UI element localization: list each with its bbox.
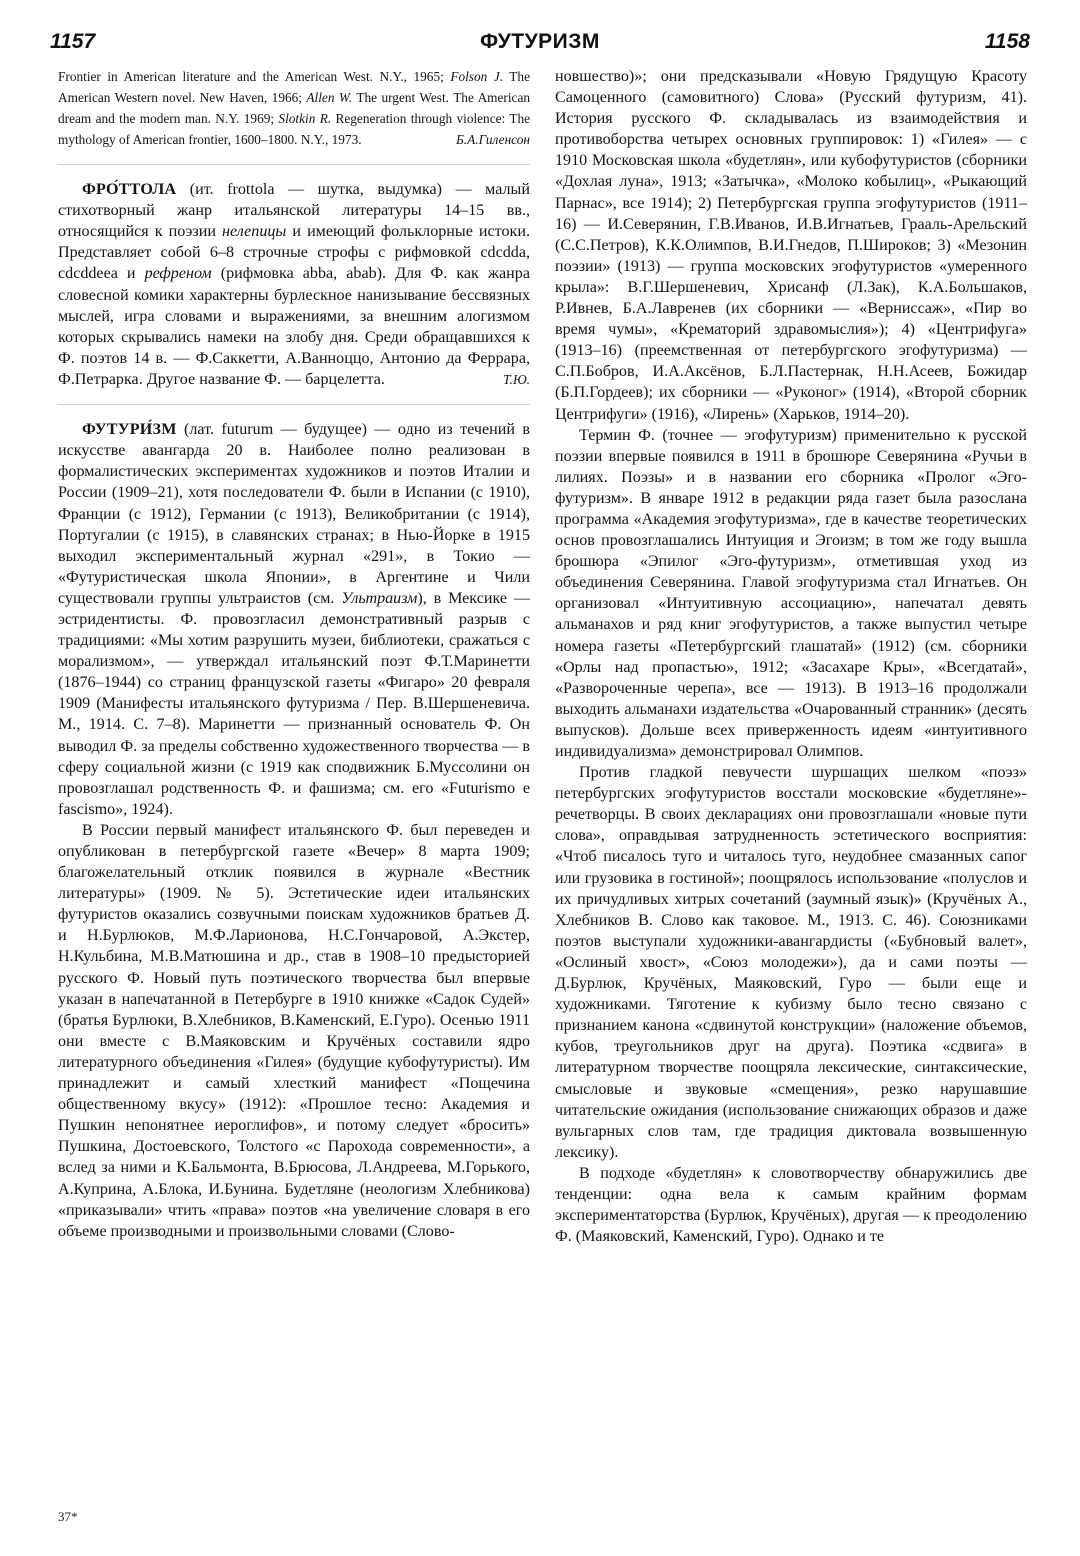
entry-divider (58, 164, 530, 165)
entry-headword: ФУТУРИ́ЗМ (82, 421, 177, 439)
entry-headword: ФРО́ТТОЛА (82, 181, 177, 199)
entry-text: (рифмовка abba, abab). Для Ф. как жанра словесной комики характерны бурлескное нанизывание бессвязных мыслей, игра словами и выражениями, за внешним алогизмом которых скрывались намеки на злобу дня. Среди обращавшихся к Ф. поэтов 14 в. — Ф.Саккетти, А.Ванноццо, Антонио да Феррара, Ф.Петрарка. Другое название Ф. — барцелетта. (58, 265, 530, 388)
entry-futurism (58, 419, 530, 820)
biblio-text: Regeneration through violence: The mythology of American frontier, 1600–1800. N.Y., 1973. (58, 111, 530, 147)
page-number-left: 1157 (50, 30, 96, 53)
right-column (555, 66, 1027, 1247)
paragraph: новшество)»; они предсказывали «Новую Грядущую Красоту Самоценного (самовитного) Слова» (Русский футуризм, 41). История русского Ф. складывалась из взаимодействия и противоборства четырех основных группировок: 1) «Гилея» — с 1910 Московская школа «будетлян», или кубофутуристов (сборники «Дохлая луна», 1913; «Затычка», «Молоко кобылиц», «Рыкающий Парнас», все 1914); 2) Петербургская группа эгофутуристов (1911–16) — И.Северянин, Г.В.Иванов, И.В.Игнатьев, Грааль-Арельский (С.С.Петров), К.К.Олимпов, В.И.Гнедов, П.Широков; 3) «Мезонин поэзии» (1913) — группа московских эгофутуристов «умеренного крыла»: В.Г.Шершеневич, Хрисанф (Л.Зак), К.А.Большаков, Р.Ивнев, Б.А.Лавренев (их сборники — «Вернисcаж», «Пир во время чумы», «Крематорий здравомыслия»); 4) «Центрифуга» (1913–16) (преемственная от петербургского эгофутуризма) — С.П.Бобров, И.А.Аксёнов, Б.Л.Пастернак, Н.Н.Асеев, Божидар (Б.П.Гордеев); их сборники — «Руконог» (1914), «Второй сборник Центрифуги» (1916), «Лирень» (Харьков, 1914–20). (555, 68, 1027, 423)
author-signature: Т.Ю. (503, 372, 530, 388)
author-signature: Б.А.Гиленсон (455, 132, 530, 147)
biblio-text: The American Western novel. New Haven, 1966; (58, 69, 530, 105)
biblio-author: Allen W. (306, 90, 353, 105)
paragraph: Против гладкой певучести шуршащих шелком «поэз» петербургских эгофутуристов восстали московские «будетляне»-речетворцы. В своих декларациях они провозглашали «новые пути слова», оправдывая затрудненность эстетического восприятия: «Чтоб писалось туго и читалось туго, неудобнее смазанных сапог или грузовика в гостиной»; поощрялось использование «полуслов и их причудливых хитрых сочетаний (заумный язык)» (Кручёных А., Хлебников В. Слово как таковое. М., 1913. С. 46). Союзниками поэтов выступали художники-авангардисты («Бубновый валет», «Ослиный хвост», «Союз молодежи»), да и сами поэты — Д.Бурлюк, Кручёных, Маяковский, Гуро — были еще и художниками. Тяготение к кубизму было тесно связано с признанием канона «сдвинутой конструкции» (наложение объемов, кубов, треугольников друг на друга). Поэтика «сдвига» в литературном творчестве поощряла лексические, синтаксические, смысловые и звуковые «смещения», резко нарушавшие читательские ожидания (использование снижающих образов и даже вульгарных слов там, где традиция диктовала возвышенную лексику). (555, 764, 1027, 1161)
running-title: ФУТУРИЗМ (480, 30, 600, 53)
entry-text: (лат. futurum — будущее) — одно из течений в искусстве авангарда 20 в. Наиболее полно реализован в формалистических экспериментах художников и поэтов Италии и России (1909–21), хотя последователи Ф. были в Испании (с 1910), Франции (с 1912), Германии (с 1913), Великобритании (с 1914), Португалии (с 1915), в славянских странах; в Нью-Йорке в 1915 выходил экспериментальный журнал «291», в Токио — «Футуристическая школа Японии», в Аргентине и Чили существовали группы ультраистов (см. (58, 421, 530, 607)
paragraph: В России первый манифест итальянского Ф. был переведен и опубликован в петербургской газете «Вечер» 8 марта 1909; благожелательный отклик появился в журнале «Вестник литературы» (1909. № 5). Эстетические идеи итальянских футуристов оказались созвучными поискам художников братьев Д. и Н.Бурлюков, М.Ф.Ларионова, Н.С.Гончаровой, А.Экстер, Н.Кульбина, М.В.Матюшина и др., став в 1908–10 предысторией русского Ф. Новый путь поэтического творчества был впервые указан в напечатанной в Петербурге в 1910 книжке «Садок Судей» (братья Бурлюки, В.Хлебников, В.Каменский, Е.Гуро). Осенью 1911 они вместе с В.Маяковским и Кручёных составили ядро литературного объединения «Гилея» (будущие кубофутуристы). Им принадлежит и самый хлесткий манифест «Пощечина общественному вкусу» (1912): «Прошлое тесно: Академия и Пушкин непонятнее иероглифов», и потому следует «бросить» Пушкина, Достоевского, Толстого «с Парохода современности», а вслед за ними и К.Бальмонта, В.Брюсова, Л.Андреева, М.Горького, А.Куприна, А.Блока, И.Бунина. Будетляне (неологизм Хлебникова) «приказывали» чтить «права» поэтов «на увеличение словаря в его объеме производными и произвольными словами (Слово- (58, 821, 530, 1240)
running-header (50, 30, 1030, 70)
cross-reference: нелепицы (222, 223, 287, 241)
entry-frottola (58, 179, 530, 390)
paragraph: В подходе «будетлян» к словотворчеству обнаружились две тенденции: одна вела к самым крайним формам экспериментаторства (Бурлюк, Кручёных), другая — к преодолению Ф. (Маяковский, Каменский, Гуро). Однако и те (555, 1164, 1027, 1246)
page-number-right: 1158 (984, 30, 1030, 53)
biblio-text: Frontier in American literature and the American West. N.Y., 1965; (58, 69, 451, 84)
entry-text: ), в Мексике — эстридентисты. Ф. провозгласил демонстративный разрыв с традициями: «Мы хотим разрушить музеи, библиотеки, сражаться с морализмом», — утверждал итальянский поэт Ф.Т.Маринетти (1876–1944) со страниц французской газеты «Фигаро» 20 февраля 1909 (Манифесты итальянского футуризма / Пер. В.Шершеневича. М., 1914. С. 7–8). Маринетти — признанный основатель Ф. Он выводил Ф. за пределы собственно художественного творчества — в сферу социальной жизни (с 1919 как сподвижник Б.Муссолини он провозглашал родственность Ф. и фашизма; см. его «Futurismo e fascismo», 1924). (58, 589, 530, 818)
paragraph: Термин Ф. (точнее — эгофутуризм) применительно к русской поэзии впервые появился в 1911 в брошюре Северянина «Ручьи в лилиях. Поэзы» и в названии его сборника «Пролог «Эго-футуризм». В январе 1912 в редакции ряда газет была разослана программа «Академия эгофутуризма», где в качестве теоретических основ провозглашались Интуиция и Эгоизм; в том же году вышла брошюра «Эпилог «Эго-футуризм», отметившая уход из объединения Северянина. Главой эгофутуризма стал Игнатьев. Он организовал «Интуитивную ассоциацию», напечатал девять альманахов и ряд книг эгофутуристов, а также выпустил четыре номера газеты «Петербургский глашатай» (1912) (см. сборники «Орлы над пропастью», 1912; «Засахаре Кры», «Всегдатай», «Развороченные черепа», все — 1913). В 1913–16 продолжали выходить альманахи издательства «Очарованный странник» (десять выпусков). Дольше всех приверженность идеям «интуитивного индивидуализма» демонстрировал Олимпов. (555, 426, 1027, 760)
cross-reference: Ультраизм (341, 589, 418, 607)
biblio-text: The urgent West. The American dream and the modern man. N.Y. 1969; (58, 90, 530, 126)
biblio-author: Slotkin R. (278, 111, 332, 126)
left-column (58, 66, 530, 1242)
printer-signature-mark: 37* (58, 1509, 78, 1524)
entry-text: и имеющий фольклорные истоки. Представляет собой 6–8 строчные строфы с рифмовкой cdcdda, cdcddeea и (58, 223, 531, 283)
cross-reference: рефреном (144, 265, 212, 283)
entry-divider (58, 404, 530, 405)
entry-text: (ит. frottola — шутка, выдумка) — малый стихотворный жанр итальянской литературы 14–15 вв., относящийся к поэзии (58, 181, 530, 241)
biblio-author: Folson J. (450, 69, 504, 84)
